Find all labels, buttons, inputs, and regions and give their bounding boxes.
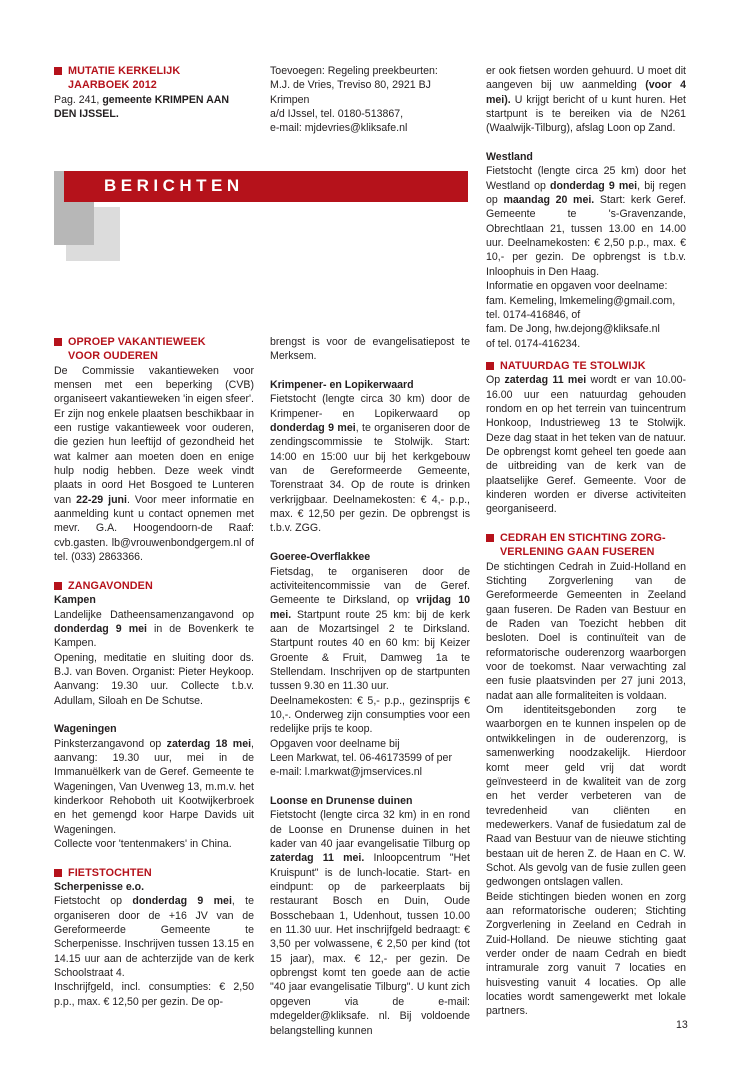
subheading-kampen: Kampen: [54, 594, 96, 607]
section-heading-oproep: OPROEP VAKANTIEWEEK VOOR OUDEREN: [54, 335, 254, 364]
heading-bullet-icon: [54, 338, 62, 346]
subheading-wageningen: Wageningen: [54, 723, 117, 736]
goeree-contact: Leen Markwat, tel. 06-46173599 of per: [270, 751, 452, 764]
loonse-body: Fietstocht (lengte circa 32 km) in en rond de Loonse en Drunense duinen in het kader van 40 jaar evangelisatie Tilburg op zaterdag 11 mei. Inloopcentrum "Het Kruispunt" is de lunch-locatie. Start- en eindpunt: op de parkeerplaats bij restaurant Bosch en Duin, Oude Bosschebaan 1, Udenhout, tussen 10.00 en 11.30 uur. Het inschrijfgeld bedraagt: € 3,50 per volwassene, € 2,50 per kind (tot 15 jaar), max. € 12,- per gezin. De opbrengst komt ten goede aan de actie "40 jaar evangelisatie Tilburg". U kunt zich opgeven via de e-mail: mdegelder@kliksafe. nl. Bij voldoende belangstelling kunnen: [270, 809, 470, 1037]
subheading-westland: Westland: [486, 151, 533, 164]
goeree-body: Fietsdag, te organiseren door de activiteitencommissie van de Geref. Gemeente te Dirksland, op vrijdag 10 mei. Startpunt route 25 km: bij de kerk aan de Mozartsingel 2 te Dirksland. Startpunt routes 40 en 60 km: bij Keizer Groente & Fruit, Damweg 1a te Stellendam. Inschrijven op de startpunten tussen 9.30 en 11.30 uur.: [270, 565, 470, 693]
column-3: [486, 64, 686, 1019]
subheading-scherpenisse: Scherpenisse e.o.: [54, 881, 145, 894]
goeree-email: e-mail: l.markwat@jmservices.nl: [270, 766, 423, 779]
banner-title: BERICHTEN: [104, 176, 244, 195]
mutatie-line: a/d IJssel, tel. 0180-513867,: [270, 108, 404, 121]
krimpenerwaard-body: Fietstocht (lengte circa 30 km) door de Krimpener- en Lopikerwaard op donderdag 9 mei, te organiseren door de zendingscommissie te Stolwijk. Start: 14:00 en 15:00 uur bij het kerkgebouw van de Gereformeerde Gemeente, Torenstraat 34. Op de route is drinken verkrijgbaar. Deelnamekosten: € 4,- p.p., max. € 12,50 per gezin. De opbrengst is t.b.v. ZGG.: [270, 393, 470, 535]
cedrah-paragraph-1: De stichtingen Cedrah in Zuid-Holland en Stichting Zorgverlening van de Gereformeerde Gemeenten in Zeeland gaan fuseren. De Raden van Bestuur en de Raden van Toezicht hebben dit besloten. Doel is continuïteit van de reformatorische ouderenzorg waarborgen voor de toekomst. Naar verwachting zal een fusie plaatsvinden per 27 juni 2013, nadat aan alle formaliteiten is voldaan.: [486, 560, 686, 702]
heading-bullet-icon: [54, 67, 62, 75]
wageningen-collecte: Collecte voor 'tentenmakers' in China.: [54, 838, 232, 851]
section-heading-mutatie: MUTATIE KERKELIJK JAARBOEK 2012: [54, 64, 254, 93]
mutatie-body: Pag. 241, gemeente KRIMPEN AAN DEN IJSSEL.: [54, 93, 230, 121]
scherpenisse-fee: Inschrijfgeld, incl. consumpties: € 2,50 p.p., max. € 12,50 per gezin. De op-: [54, 981, 254, 1008]
heading-bullet-icon: [486, 534, 494, 542]
column-2: [270, 335, 470, 1038]
cedrah-paragraph-2: Om identiteitsgebonden zorg te waarborgen en te kunnen inspelen op de ontwikkelingen in de ouderenzorg, is samenwerking noodzakelijk. Hierdoor komt meer geld vrij dat wordt geïnvesteerd in de kwaliteit van de zorg en het verder verbeteren van de tevredenheid van cliënten en medewerkers. Vanaf de fusiedatum zal de Raad van Bestuur van de nieuwe stichting bestaan uit de heren Z. de Haan en C. W. Schot. Als gevolg van de fusie zullen geen gedwongen ontslagen vallen.: [486, 704, 686, 889]
heading-bullet-icon: [486, 362, 494, 370]
kampen-details: Opening, meditatie en sluiting door ds. B.J. van Boven. Organist: Pieter Heykoop. Aanvang: 19.30 uur. Collecte t.b.v. Adullam, Siloah en De Schutse.: [54, 651, 254, 707]
westland-info: Informatie en opgaven voor deelname:: [486, 280, 668, 293]
subheading-loonse: Loonse en Drunense duinen: [270, 795, 413, 807]
goeree-costs: Deelnamekosten: € 5,- p.p., gezinsprijs € 10,-. Onderweg zijn consumpties voor een redelijke prijs te koop.: [270, 694, 470, 736]
westland-contact: tel. 0174-416846, of: [486, 308, 581, 321]
heading-bullet-icon: [54, 582, 62, 590]
mutatie-email: e-mail: mjdevries@kliksafe.nl: [270, 122, 408, 135]
oproep-body: De Commissie vakantieweken voor mensen met een beperking (CVB) organiseert vakantieweken 'in eigen sfeer'. Er zijn nog enkele plaatsen beschikbaar in een rustige vakantieweek voor ouderen, die gezien hun leeftijd of gezondheid het wat kalmer aan moeten doen en enige hulp nodig hebben. Deze week vindt plaats in oord Het Bosgoed te Lunteren van 22-29 juni. Voor meer informatie en aanmelding kunt u contact opnemen met mevr. G.A. Hoogendoorn-de Raaf: cvb.gasten. lb@vrouwenbondgergem.nl of tel. (033) 2863366.: [54, 364, 254, 564]
scherpenisse-continued: brengst is voor de evangelisatiepost te Merksem.: [270, 336, 470, 363]
wageningen-body: Pinksterzangavond op zaterdag 18 mei, aanvang: 19.30 uur, mei in de Immanuëlkerk van de Geref. Gemeente te Wageningen, Van Uvenweg 13, m.m.v. het kinderkoor Rehoboth uit Kootwijkerbroek en het gemengd koor Harpe Davids uit Wageningen.: [54, 737, 254, 836]
mutatie-line: Toevoegen: Regeling preekbeurten:: [270, 65, 438, 77]
westland-contact: of tel. 0174-416234.: [486, 337, 581, 350]
goeree-signup: Opgaven voor deelname bij: [270, 737, 400, 750]
column-1: [54, 335, 254, 1009]
section-heading-fietstochten: FIETSTOCHTEN: [54, 866, 254, 880]
mutatie-line: M.J. de Vries, Treviso 80, 2921 BJ Krimpen: [270, 79, 431, 106]
natuurdag-body: Op zaterdag 11 mei wordt er van 10.00-16.00 uur een natuurdag gehouden rondom en op het terrein van tuincentrum Honkoop, Industrieweg 13 te Stolwijk. Deze dag staat in het teken van de natuur. De opbrengst komt geheel ten goede aan de uitbreiding van de kerk van de plaatselijke Geref. Gemeente. Voor de kinderen worden er diverse activiteiten georganiseerd.: [486, 374, 687, 516]
westland-contact: fam. De Jong, hw.dejong@kliksafe.nl: [486, 323, 660, 336]
section-heading-cedrah: CEDRAH EN STICHTING ZORG- VERLENING GAAN FUSEREN: [486, 531, 686, 560]
loonse-continued: er ook fietsen worden gehuurd. U moet dit aangeven bij uw aanmelding (voor 4 mei). U krijgt bericht of u kunt huren. Het startpunt is te bereiken via de N261 (Waalwijk-Tilburg), afslag Loon op Zand.: [486, 65, 686, 135]
subheading-krimpenerwaard: Krimpener- en Lopikerwaard: [270, 379, 414, 392]
column-2-top: [270, 64, 470, 136]
heading-bullet-icon: [54, 869, 62, 877]
scherpenisse-body: Fietstocht op donderdag 9 mei, te organiseren door de +16 JV van de Gereformeerde Gemeente te Scherpenisse. Inschrijven tussen 13.15 en 14.15 uur aan de achterzijde van de kerk Schoolstraat 4.: [54, 895, 254, 980]
subheading-goeree: Goeree-Overflakkee: [270, 551, 371, 564]
section-heading-natuurdag: NATUURDAG TE STOLWIJK: [486, 359, 686, 373]
page-number: 13: [676, 1019, 688, 1031]
westland-body: Fietstocht (lengte circa 25 km) door het Westland op donderdag 9 mei, bij regen op maandag 20 mei. Start: kerk Geref. Gemeente te 's-Gravenzande, Obrechtlaan 21, tussen 13.00 en 14.00 uur. Deelnamekosten: € 2,50 p.p., max. € 10,- per gezin. De opbrengst is t.b.v. Inloophuis in Den Haag.: [486, 165, 687, 278]
cedrah-paragraph-3: Beide stichtingen bieden wonen en zorg aan reformatorische ouderen; Stichting Zorgverlening in Zeeland en Cedrah in Zuid-Holland. De nieuwe stichting gaat verder onder de naam Cedrah en biedt intramurale zorg vanuit 7 locaties en huisvesting vanuit 4 locaties. Op alle locaties wordt samengewerkt met lokale partners.: [486, 890, 686, 1018]
column-1-top: [54, 64, 254, 121]
section-heading-zangavonden: ZANGAVONDEN: [54, 579, 254, 593]
westland-contact: fam. Kemeling, lmkemeling@gmail.com,: [486, 294, 676, 307]
kampen-body: Landelijke Datheensamenzangavond op donderdag 9 mei in de Bovenkerk te Kampen.: [54, 608, 254, 650]
